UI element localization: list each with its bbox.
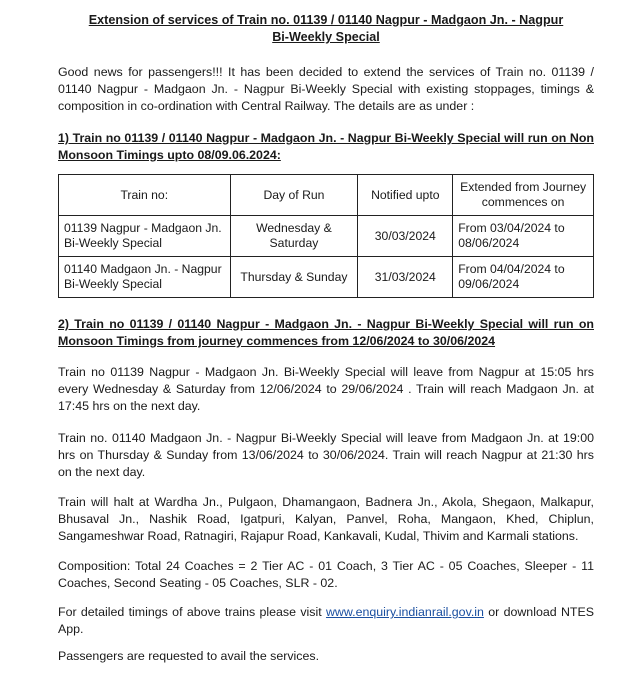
halts-paragraph: Train will halt at Wardha Jn., Pulgaon, Dhamangaon, Badnera Jn., Akola, Shegaon, Malkapur, Bhusaval Jn., Nashik Road, Igatpuri, Kalyan, Panvel, Roha, Mangaon, Khed, Chiplun, Sangameshwar Road, Ratnagiri, Rajapur Road, Kankavali, Kudal, Thivim and Karmali stations. (58, 495, 594, 543)
table-row (59, 216, 594, 257)
header-notified-upto: Notified upto (358, 175, 453, 216)
cell-extended: From 03/04/2024 to 08/06/2024 (453, 216, 594, 257)
timings-paragraph (58, 604, 594, 638)
title-line-2: Bi-Weekly Special (272, 30, 380, 44)
paragraph-01139: Train no 01139 Nagpur - Madgaon Jn. Bi-Weekly Special will leave from Nagpur at 15:05 hrs every Wednesday & Saturday from 12/06/2024 to 29/06/2024 . Train will reach Madgaon Jn. at 17:45 hrs on the next day. (58, 365, 594, 413)
enquiry-website-link[interactable]: www.enquiry.indianrail.gov.in (325, 605, 484, 619)
section-2-heading: 2) Train no 01139 / 01140 Nagpur - Madgaon Jn. - Nagpur Bi-Weekly Special will run on Monsoon Timings from journey commences from 12/06/2024 to 30/06/2024 (58, 317, 594, 348)
header-day-of-run: Day of Run (230, 175, 358, 216)
cell-notified: 30/03/2024 (358, 216, 453, 257)
header-train-no: Train no: (59, 175, 231, 216)
table-header-row (59, 175, 594, 216)
timings-suffix: or download NTES App. (58, 605, 594, 636)
schedule-table (58, 174, 594, 298)
section-1-heading: 1) Train no 01139 / 01140 Nagpur - Madgaon Jn. - Nagpur Bi-Weekly Special will run on Non Monsoon Timings upto 08/09.06.2024: (58, 131, 594, 162)
paragraph-01140: Train no. 01140 Madgaon Jn. - Nagpur Bi-Weekly Special will leave from Madgaon Jn. at 19:00 hrs on Thursday & Sunday from 13/06/2024 to 30/06/2024. Train will reach Nagpur at 21:30 hrs on the next day. (58, 431, 594, 479)
cell-train: 01140 Madgaon Jn. - Nagpur Bi-Weekly Special (59, 257, 231, 298)
table-row (59, 257, 594, 298)
cell-train: 01139 Nagpur - Madgaon Jn. Bi-Weekly Special (59, 216, 231, 257)
cell-notified: 31/03/2024 (358, 257, 453, 298)
timings-prefix: For detailed timings of above trains please visit (58, 605, 326, 619)
header-extended-from: Extended from Journey commences on (453, 175, 594, 216)
intro-paragraph: Good news for passengers!!! It has been decided to extend the services of Train no. 01139 / 01140 Nagpur - Madgaon Jn. - Nagpur Bi-Weekly Special with existing stoppages, timings & composition in co-ordination with Central Railway. The details are as under : (58, 65, 594, 113)
composition-paragraph: Composition: Total 24 Coaches = 2 Tier AC - 01 Coach, 3 Tier AC - 05 Coaches, Sleeper - 11 Coaches, Second Seating - 05 Coaches, SLR - 02. (58, 559, 594, 590)
cell-day: Wednesday & Saturday (230, 216, 358, 257)
cell-extended: From 04/04/2024 to 09/06/2024 (453, 257, 594, 298)
cell-day: Thursday & Sunday (230, 257, 358, 298)
notice-title (58, 12, 594, 46)
closing-line: Passengers are requested to avail the services. (58, 649, 320, 663)
title-line-1: Extension of services of Train no. 01139 / 01140 Nagpur - Madgaon Jn. - Nagpur (88, 13, 564, 27)
